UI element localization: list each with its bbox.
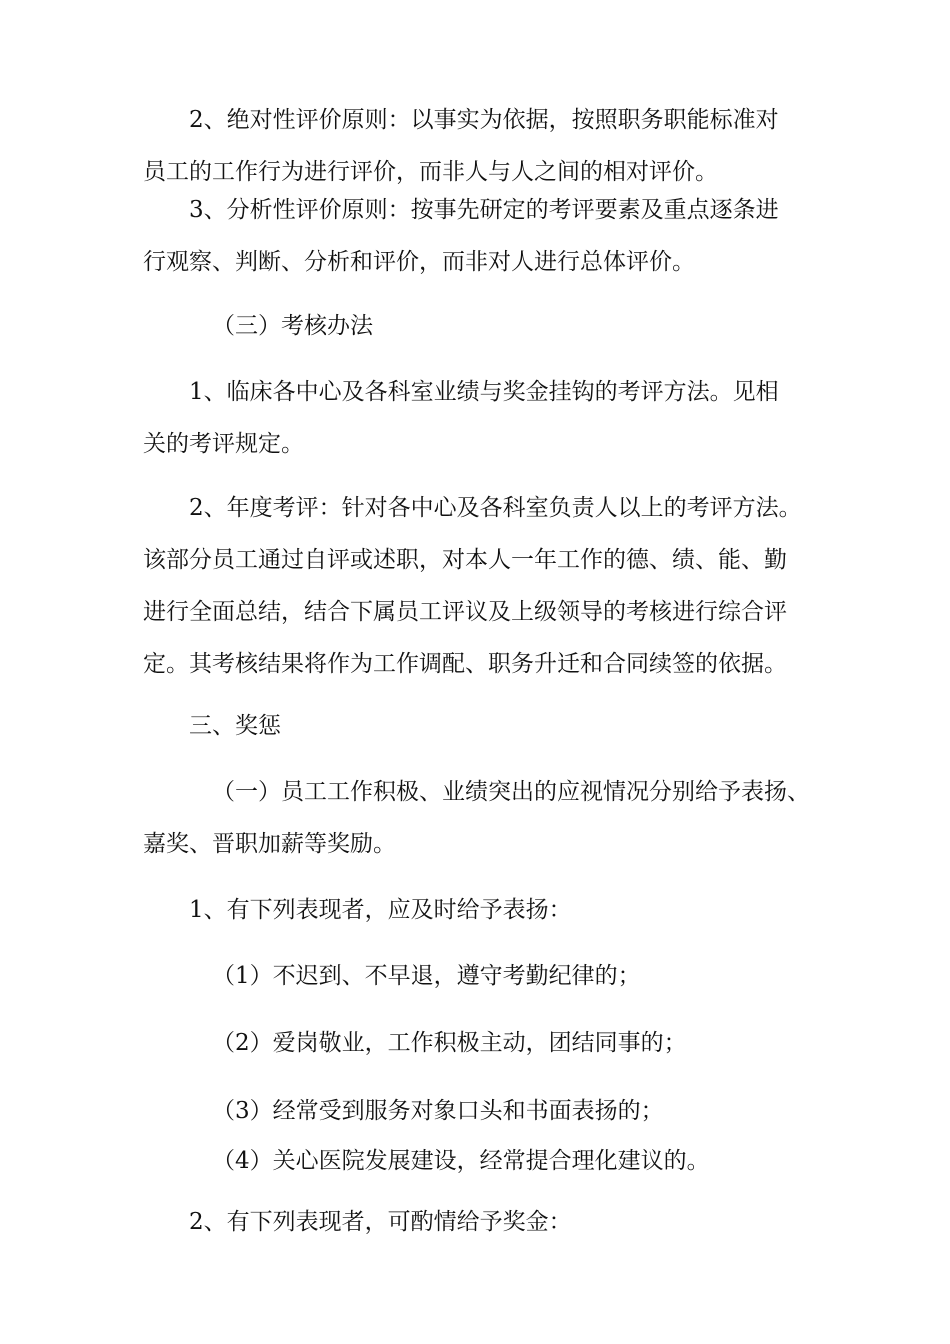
text-line: 进行全面总结，结合下属员工评议及上级领导的考核进行综合评 bbox=[143, 599, 787, 625]
text-line: 2、绝对性评价原则：以事实为依据，按照职务职能标准对 bbox=[189, 107, 779, 133]
text-line: 定。其考核结果将作为工作调配、职务升迁和合同续签的依据。 bbox=[143, 651, 787, 677]
list-item bbox=[143, 950, 813, 1002]
paragraph-rewards-intro bbox=[143, 766, 813, 870]
list-heading-praise bbox=[143, 884, 813, 936]
text-line: 关的考评规定。 bbox=[143, 431, 304, 457]
paragraph-clinical-assessment bbox=[143, 366, 813, 470]
paragraph-absolute-evaluation bbox=[143, 94, 813, 198]
text-line: （4）关心医院发展建设，经常提合理化建议的。 bbox=[212, 1148, 710, 1174]
section-heading-rewards-penalties bbox=[143, 700, 813, 752]
paragraph-analytical-evaluation bbox=[143, 184, 813, 288]
list-item bbox=[143, 1017, 813, 1069]
text-line: 1、临床各中心及各科室业绩与奖金挂钩的考评方法。见相 bbox=[189, 379, 779, 405]
text-line: （一）员工工作积极、业绩突出的应视情况分别给予表扬、 bbox=[212, 779, 810, 805]
text-line: 该部分员工通过自评或述职，对本人一年工作的德、绩、能、勤 bbox=[143, 547, 787, 573]
list-heading-bonus bbox=[143, 1196, 813, 1248]
text-line: 嘉奖、晋职加薪等奖励。 bbox=[143, 831, 396, 857]
text-line: （3）经常受到服务对象口头和书面表扬的； bbox=[212, 1098, 664, 1124]
text-line: 1、有下列表现者，应及时给予表扬： bbox=[189, 897, 572, 923]
text-line: （1）不迟到、不早退，遵守考勤纪律的； bbox=[212, 963, 641, 989]
text-line: 3、分析性评价原则：按事先研定的考评要素及重点逐条进 bbox=[189, 197, 779, 223]
text-line: （三）考核办法 bbox=[212, 313, 373, 339]
list-item bbox=[143, 1085, 813, 1137]
text-line: 行观察、判断、分析和评价，而非对人进行总体评价。 bbox=[143, 249, 695, 275]
text-line: 三、奖惩 bbox=[189, 713, 281, 739]
text-line: 2、有下列表现者，可酌情给予奖金： bbox=[189, 1209, 572, 1235]
text-line: （2）爱岗敬业，工作积极主动，团结同事的； bbox=[212, 1030, 687, 1056]
list-item bbox=[143, 1135, 813, 1187]
section-heading-assessment-methods bbox=[143, 300, 813, 352]
text-line: 2、年度考评：针对各中心及各科室负责人以上的考评方法。 bbox=[189, 495, 802, 521]
text-line: 员工的工作行为进行评价，而非人与人之间的相对评价。 bbox=[143, 159, 718, 185]
paragraph-annual-assessment bbox=[143, 482, 813, 690]
